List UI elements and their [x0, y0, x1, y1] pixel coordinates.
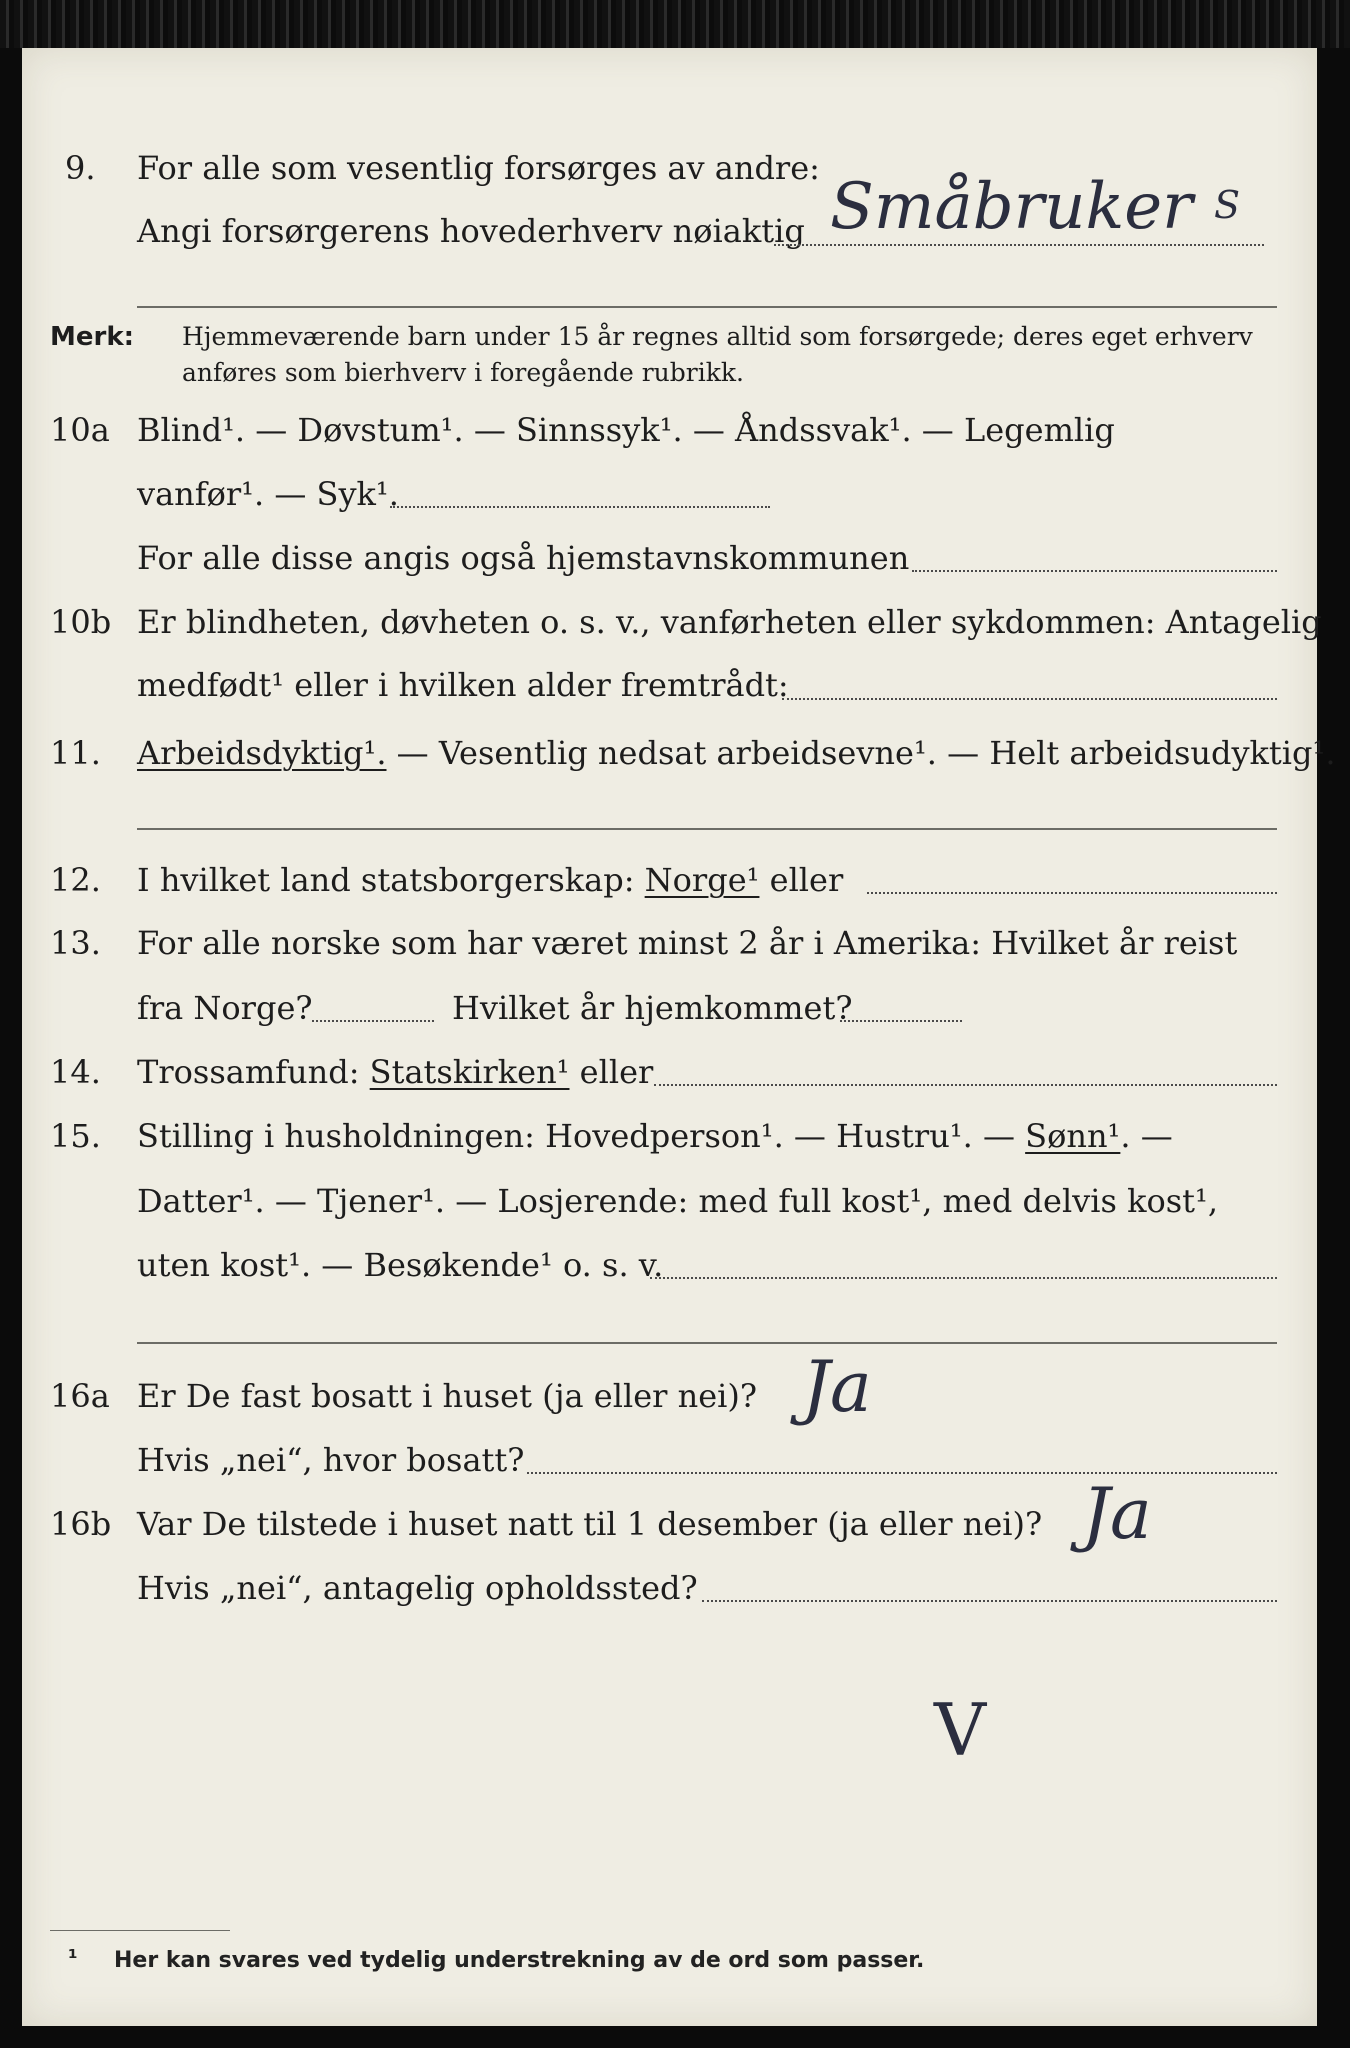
- q15-number: 15.: [50, 1117, 101, 1155]
- q15-line1: [137, 1116, 1173, 1156]
- scan-edge: [0, 0, 1350, 48]
- q14-line: [137, 1052, 653, 1092]
- merk-line1: Hjemmeværende barn under 15 år regnes alltid som forsørgede; deres eget erhverv: [182, 322, 1253, 351]
- q10a-syk-line[interactable]: [390, 506, 770, 508]
- merk-line2: anføres som bierhverv i foregående rubrikk.: [182, 358, 744, 387]
- q14-eller: eller: [569, 1053, 654, 1091]
- checkmark-handwriting: V: [934, 1688, 986, 1772]
- q16a-number: 16a: [50, 1377, 110, 1415]
- q11-option-arbeidsdyktig[interactable]: Arbeidsdyktig¹.: [137, 734, 387, 772]
- footnote-text: Her kan svares ved tydelig understrekning av de ord som passer.: [114, 1948, 925, 1973]
- q13-reist-line[interactable]: [312, 1020, 434, 1022]
- q13-line2b: Hvilket år hjemkommet?: [452, 989, 853, 1027]
- q14-prompt: Trossamfund:: [137, 1053, 370, 1091]
- q13-line1: For alle norske som har været minst 2 år i Amerika: Hvilket år reist: [137, 924, 1238, 962]
- q9-line2: Angi forsørgerens hovederhverv nøiaktig: [137, 212, 805, 250]
- q16a-line1: Er De fast bosatt i huset (ja eller nei)?: [137, 1377, 758, 1415]
- q10b-line1: Er blindheten, døvheten o. s. v., vanførheten eller sykdommen: Antagelig: [137, 603, 1322, 641]
- q11-line: [137, 733, 1336, 773]
- q14-answer-line[interactable]: [654, 1084, 1277, 1086]
- q16a-bosatt-line[interactable]: [527, 1472, 1277, 1474]
- q16b-number: 16b: [50, 1505, 112, 1543]
- q15-line3: uten kost¹. — Besøkende¹ o. s. v.: [137, 1246, 664, 1284]
- q12-prompt: I hvilket land statsborgerskap:: [137, 861, 645, 899]
- q13-number: 13.: [50, 924, 101, 962]
- q9-answer-handwriting: Småbruker: [830, 170, 1193, 244]
- section-divider: [137, 828, 1277, 830]
- q9-answer-mark: S: [1214, 183, 1241, 227]
- footnote-rule: [50, 1930, 230, 1931]
- q12-option-norge[interactable]: Norge¹: [644, 861, 760, 899]
- q15-line1-prompt: Stilling i husholdningen: Hovedperson¹. — Hustru¹. —: [137, 1117, 1026, 1155]
- q10b-line2: medfødt¹ eller i hvilken alder fremtrådt:: [137, 666, 789, 704]
- q13-line2a: fra Norge?: [137, 989, 313, 1027]
- q15-option-sonn[interactable]: Sønn¹: [1025, 1117, 1121, 1155]
- q16b-line1: Var De tilstede i huset natt til 1 desember (ja eller nei)?: [137, 1505, 1043, 1543]
- q15-line2: Datter¹. — Tjener¹. — Losjerende: med full kost¹, med delvis kost¹,: [137, 1182, 1219, 1220]
- q9-answer-line[interactable]: [774, 244, 1264, 246]
- section-divider: [137, 1342, 1277, 1344]
- q11-other-options: — Vesentlig nedsat arbeidsevne¹. — Helt arbeidsudyktig¹.: [386, 734, 1336, 772]
- q10a-line2: vanfør¹. — Syk¹.: [137, 475, 399, 513]
- q10a-line1: Blind¹. — Døvstum¹. — Sinnssyk¹. — Åndssvak¹. — Legemlig: [137, 411, 1115, 449]
- q12-number: 12.: [50, 861, 101, 899]
- q15-line1-end: . —: [1120, 1117, 1173, 1155]
- q16b-opholdssted-line[interactable]: [702, 1600, 1277, 1602]
- q9-number: 9.: [65, 149, 96, 187]
- footnote-mark: ¹: [68, 1946, 78, 1971]
- q10a-hjemstavn-line[interactable]: [912, 570, 1277, 572]
- q12-answer-line[interactable]: [867, 892, 1277, 894]
- q14-option-statskirken[interactable]: Statskirken¹: [369, 1053, 570, 1091]
- q16b-answer-handwriting: Ja: [1082, 1473, 1152, 1555]
- q13-hjemkommet-line[interactable]: [840, 1020, 962, 1022]
- census-form-page: [22, 48, 1336, 2026]
- q12-eller: eller: [759, 861, 844, 899]
- q14-number: 14.: [50, 1053, 101, 1091]
- q9-line1: For alle som vesentlig forsørges av andre:: [137, 149, 820, 187]
- q16a-line2: Hvis „nei“, hvor bosatt?: [137, 1441, 525, 1479]
- q12-line: [137, 860, 843, 900]
- q16b-line2: Hvis „nei“, antagelig opholdssted?: [137, 1569, 698, 1607]
- merk-label: Merk:: [50, 322, 135, 352]
- q10b-answer-line[interactable]: [782, 698, 1277, 700]
- q10a-line3: For alle disse angis også hjemstavnskommunen: [137, 539, 910, 577]
- q10b-number: 10b: [50, 603, 112, 641]
- q15-answer-line[interactable]: [650, 1277, 1277, 1279]
- q10a-number: 10a: [50, 411, 110, 449]
- q11-number: 11.: [50, 734, 101, 772]
- q16a-answer-handwriting: Ja: [802, 1346, 872, 1428]
- section-divider: [137, 306, 1277, 308]
